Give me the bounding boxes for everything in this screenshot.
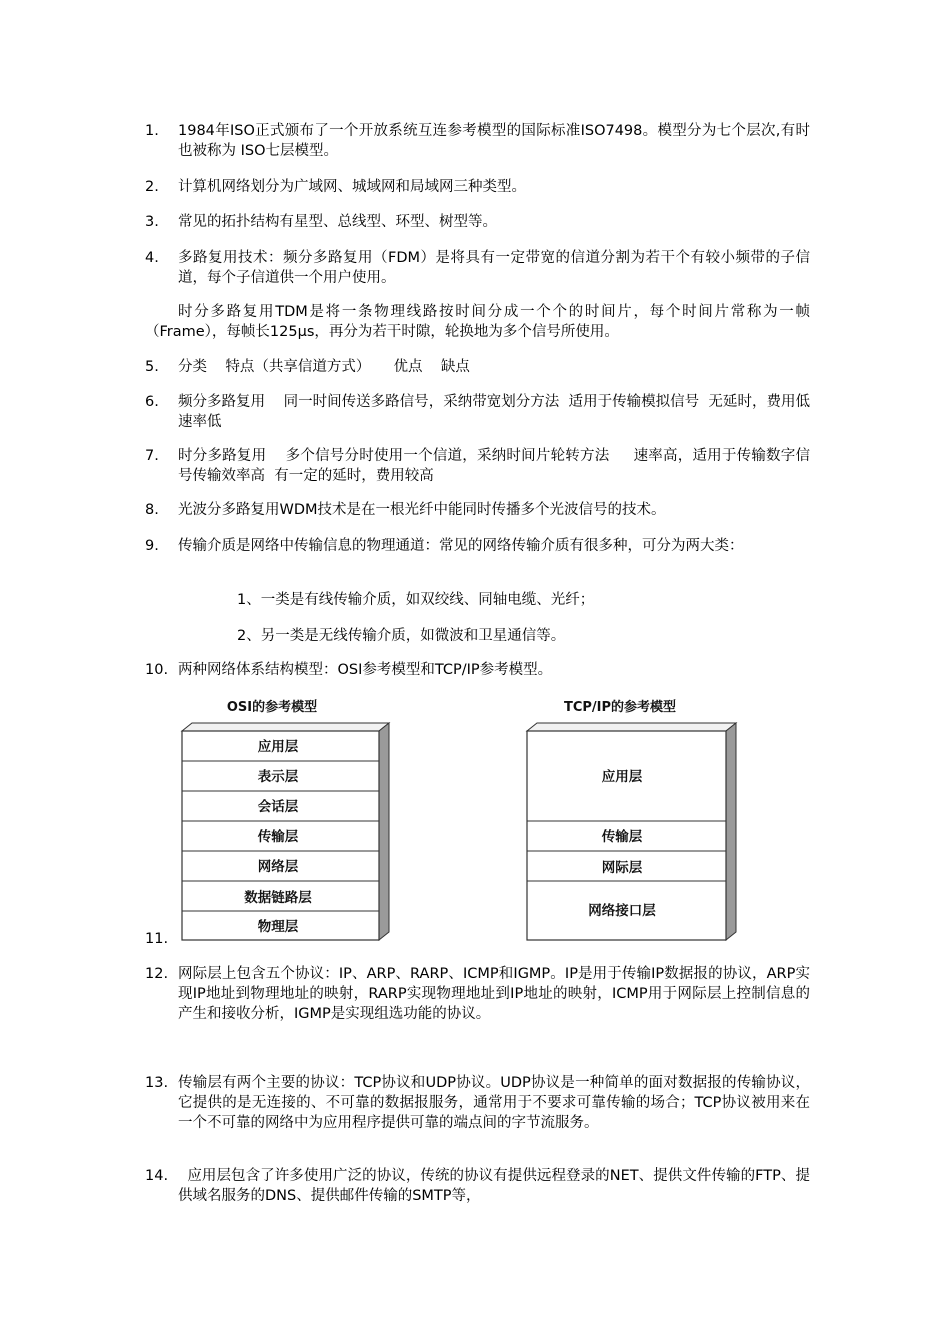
osi-layer-application: 应用层 — [257, 739, 299, 755]
item-text: 两种网络体系结构模型：OSI参考模型和TCP/IP参考模型。 — [178, 662, 553, 678]
reference-model-figure — [178, 696, 740, 944]
list-item-5 — [145, 357, 810, 377]
item-number: 11. — [145, 931, 169, 947]
list-item-3 — [145, 212, 810, 232]
item-number: 6. — [145, 394, 159, 410]
media-type-wired: 1、一类是有线传输介质，如双绞线、同轴电缆、光纤； — [237, 592, 595, 608]
list-item-13 — [145, 1073, 810, 1133]
item-text: 网际层上包含五个协议：IP、ARP、RARP、ICMP和IGMP。IP是用于传输IP数据报的协议，ARP实现IP地址到物理地址的映射，RARP实现物理地址到IP地址的映射，ICMP用于网际层上控制信息的产生和接收分析，IGMP是实现组选功能的协议。 — [178, 966, 810, 1022]
list-item-2 — [145, 177, 810, 197]
osi-layer-presentation: 表示层 — [257, 769, 299, 785]
osi-layer-session: 会话层 — [257, 799, 299, 815]
item-text: 应用层包含了许多使用广泛的协议，传统的协议有提供远程登录的NET、提供文件传输的FTP、提供域名服务的DNS、提供邮件传输的SMTP等， — [178, 1168, 810, 1204]
item-number: 10. — [145, 662, 169, 678]
tcpip-title: TCP/IP的参考模型 — [563, 700, 677, 715]
tcpip-layer-network-interface: 网络接口层 — [588, 903, 656, 919]
tcpip-layer-application: 应用层 — [601, 769, 643, 785]
item-text: 传输介质是网络中传输信息的物理通道：常见的网络传输介质有很多种，可分为两大类： — [178, 538, 744, 554]
list-item-4 — [145, 248, 810, 288]
item-number: 1. — [145, 123, 159, 139]
item-number: 2. — [145, 179, 159, 195]
osi-layer-transport: 传输层 — [257, 829, 299, 845]
list-item-10 — [145, 660, 810, 680]
media-type-wireless: 2、另一类是无线传输介质，如微波和卫星通信等。 — [237, 628, 566, 644]
osi-layer-datalink: 数据链路层 — [244, 890, 312, 906]
list-item-1 — [145, 121, 810, 161]
item-number: 9. — [145, 538, 159, 554]
item-number: 7. — [145, 448, 159, 464]
list-item-8 — [145, 500, 810, 520]
osi-title: OSI的参考模型 — [226, 700, 318, 715]
item-number: 5. — [145, 359, 159, 375]
item-number: 3. — [145, 214, 159, 230]
osi-stack — [182, 723, 389, 940]
tcpip-layer-transport: 传输层 — [601, 829, 643, 845]
osi-layer-physical: 物理层 — [257, 919, 299, 935]
item-number: 14. — [145, 1168, 169, 1184]
list-item-6 — [145, 392, 820, 432]
list-item-9 — [145, 536, 810, 556]
tcpip-stack — [527, 723, 736, 940]
tdm-paragraph: 时分多路复用TDM是将一条物理线路按时间分成一个个的时间片，每个时间片常称为一帧（Frame），每帧长125μs，再分为若干时隙，轮换地为多个信号所使用。 — [145, 304, 810, 340]
item-text: 传输层有两个主要的协议：TCP协议和UDP协议。UDP协议是一种简单的面对数据报的传输协议，它提供的是无连接的、不可靠的数据报服务，通常用于不要求可靠传输的场合；TCP协议被用来在一个不可靠的网络中为应用程序提供可靠的端点间的字节流服务。 — [178, 1075, 810, 1131]
item-text: 分类 特点（共享信道方式） 优点 缺点 — [178, 359, 470, 375]
item-text: 多路复用技术：频分多路复用（FDM）是将具有一定带宽的信道分割为若干个有较小频带的子信道，每个子信道供一个用户使用。 — [178, 250, 810, 286]
item-text: 时分多路复用 多个信号分时使用一个信道，采纳时间片轮转方法 速率高，适用于传输数字信号传输效率高 有一定的延时，费用较高 — [178, 448, 810, 484]
list-item-12 — [145, 964, 810, 1024]
item-number: 4. — [145, 250, 159, 266]
item-number: 13. — [145, 1075, 169, 1091]
item-text: 1984年ISO正式颁布了一个开放系统互连参考模型的国际标准ISO7498。模型分为七个层次,有时也被称为 ISO七层模型。 — [178, 123, 810, 159]
item-number: 8. — [145, 502, 159, 518]
item-text: 光波分多路复用WDM技术是在一根光纤中能同时传播多个光波信号的技术。 — [178, 502, 666, 518]
tcpip-layer-internet: 网际层 — [601, 860, 643, 876]
item-number: 12. — [145, 966, 169, 982]
list-item-14 — [145, 1166, 810, 1206]
osi-layer-network: 网络层 — [257, 859, 299, 875]
list-item-7 — [145, 446, 810, 486]
item-text: 计算机网络划分为广域网、城域网和局域网三种类型。 — [178, 179, 526, 195]
item-text: 频分多路复用 同一时间传送多路信号，采纳带宽划分方法 适用于传输模拟信号 无延时，费用低 速率低 — [178, 394, 820, 430]
item-text: 常见的拓扑结构有星型、总线型、环型、树型等。 — [178, 214, 497, 230]
model-diagram — [178, 696, 740, 944]
